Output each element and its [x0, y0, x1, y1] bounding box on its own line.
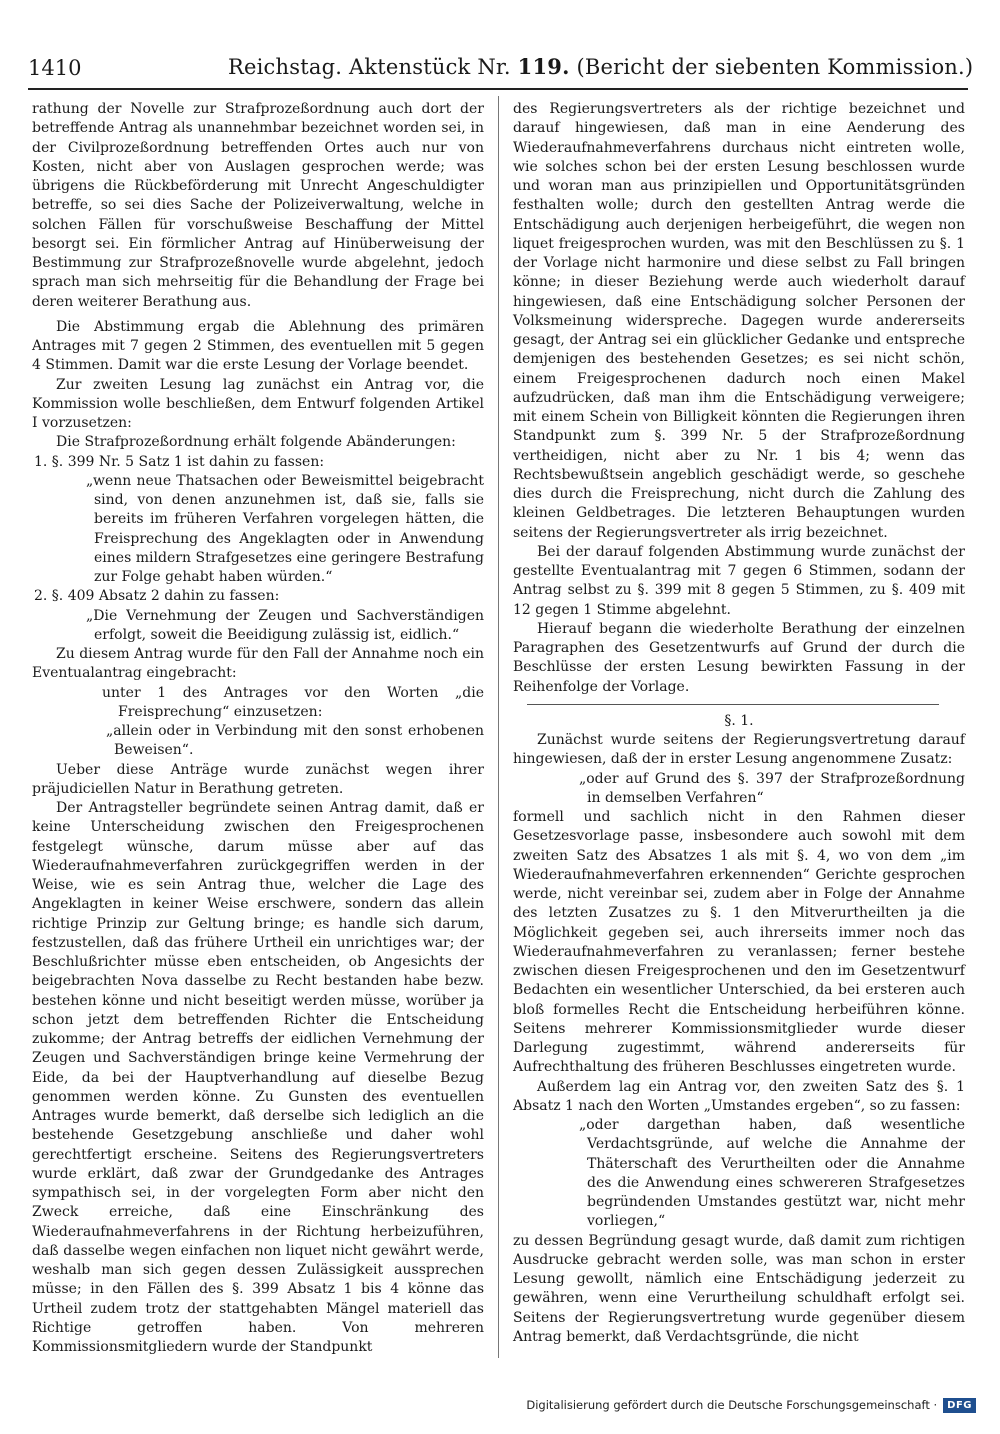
- page-header: [28, 46, 988, 86]
- left-column-paragraph: 2. §. 409 Absatz 2 dahin zu fassen:: [34, 588, 280, 605]
- left-column-paragraph: Der Antragsteller begründete seinen Antrag damit, daß er keine Unterscheidung zwischen den Freigesprochenen festgelegt wünsche, darum müsse aber auf das Wiederaufnahmeverfahren zurückgegriffen werden in der Weise, wie es sein Antrag thue, welcher die Lage des Angeklagten in keiner Weise erschwere, sondern das allein richtige Prinzip zur Geltung bringe; es handle sich darum, festzustellen, daß das frühere Urtheil ein unrichtiges war; der Beschlußrichter müsse eben entscheiden, ob Angesichts der beigebrachten Nova dasselbe zu Recht bestanden habe bezw. bestehen könne und nicht beseitigt werden müsse, worüber ja schon jetzt dem betreffenden Richter die Entscheidung zukomme; der Antrag betreffs der eidlichen Vernehmung der Zeugen und Sachverständigen bringe keine Vermehrung der Eide, da bei der Hauptverhandlung auf dieselbe Bezug genommen werden könne. Zu Gunsten des eventuellen Antrages wurde bemerkt, daß derselbe sich lediglich an die bestehende Gesetzgebung anschließe und daher wohl gerechtfertigt erscheine. Seitens des Regierungsvertreters wurde erklärt, daß zwar der Grundgedanke des Antrages sympathisch sei, in der vorgelegten Form aber nicht den Zweck erreiche, daß eine Einschränkung des Wiederaufnahmeverfahrens in der Richtung herbeizuführen, daß dasselbe wegen einfachen non liquet nicht gewährt werde, weshalb man sich gegen dessen Zulässigkeit aussprechen müsse; in den Fällen des §. 399 Absatz 1 bis 4 könne das Urtheil zudem trotz der stattgehabten Mängel materiell das Richtige getroffen haben. Von mehreren Kommissionsmitgliedern wurde der Standpunkt: [32, 800, 484, 1355]
- left-column-paragraph: Die Abstimmung ergab die Ablehnung des primären Antrages mit 7 gegen 2 Stimmen, des eventuellen mit 5 gegen 4 Stimmen. Damit war die erste Lesung der Vorlage beendet.: [32, 318, 484, 374]
- left-column: [32, 100, 484, 1357]
- left-column-paragraph: „Die Vernehmung der Zeugen und Sachverständigen erfolgt, soweit die Beeidigung zulässig ist, eidlich.“: [86, 607, 484, 643]
- right-column-paragraph: formell und sachlich nicht in den Rahmen dieser Gesetzesvorlage passe, insbesondere auch sowohl mit dem zweiten Satz des Absatzes 1 als mit §. 4, wo von dem „im Wiederaufnahmeverfahren erkennenden“ Gerichte gesprochen werde, nicht vereinbar sei, zudem aber in Folge der Annahme des letzten Zusatzes zu §. 1 den Mitverurtheilten ja die Möglichkeit gegeben sei, auch ihrerseits immer noch das Wiederaufnahmeverfahren zu veranlassen; ferner bestehe zwischen diesen Freigesprochenen und den im Gesetzentwurf Bedachten ein wesentlicher Unterschied, da bei ersteren auch bloß formelles Recht die Entscheidung herbeiführen könne. Seitens mehrerer Kommissionsmitglieder wurde dieser Darlegung zugestimmt, während andererseits für Aufrechthaltung des früheren Beschlusses eingetreten wurde.: [513, 809, 965, 1076]
- right-column-paragraph: §. 1.: [724, 712, 754, 729]
- right-column-paragraph: Bei der darauf folgenden Abstimmung wurde zunächst der gestellte Eventualantrag mit 7 gegen 6 Stimmen, sodann der Antrag selbst zu §. 399 mit 8 gegen 5 Stimmen, zu §. 409 mit 12 gegen 1 Stimme abgelehnt.: [513, 543, 965, 618]
- left-column-paragraph: unter 1 des Antrages vor den Worten „die Freisprechung“ einzusetzen:: [102, 684, 484, 720]
- right-column-paragraph: „oder auf Grund des §. 397 der Strafprozeßordnung in demselben Verfahren“: [579, 770, 965, 806]
- left-column-paragraph: 1. §. 399 Nr. 5 Satz 1 ist dahin zu fassen:: [34, 453, 325, 470]
- dfg-logo: DFG: [943, 1398, 976, 1413]
- left-column-paragraph: Zur zweiten Lesung lag zunächst ein Antrag vor, die Kommission wolle beschließen, dem Entwurf folgenden Artikel I vorzusetzen:: [32, 376, 484, 431]
- right-column-paragraph: zu dessen Begründung gesagt wurde, daß damit zum richtigen Ausdrucke gebracht werden solle, was man schon in erster Lesung gewollt, nämlich eine Entschädigung jederzeit zu gewähren, wenn eine Verurtheilung schuldhaft erfolgt sei. Seitens der Regierungsvertretung wurde gegenüber diesem Antrag bemerkt, daß Verdachtsgründe, die nicht: [513, 1232, 965, 1345]
- right-column-paragraph: „oder dargethan haben, daß wesentliche Verdachtsgründe, auf welche die Annahme der Thäterschaft des Verurtheilten oder die Annahme des die Anwendung eines schwereren Strafgesetzes begründenden Umstandes gestützt war, nicht mehr vorliegen,“: [579, 1117, 965, 1230]
- right-column-paragraph: Zunächst wurde seitens der Regierungsvertretung darauf hingewiesen, daß der in erster Lesung angenommene Zusatz:: [513, 732, 965, 768]
- left-column-paragraph: Die Strafprozeßordnung erhält folgende Abänderungen:: [56, 434, 456, 451]
- running-head-number: 119.: [517, 54, 570, 79]
- right-column-paragraph: Außerdem lag ein Antrag vor, den zweiten Satz des §. 1 Absatz 1 nach den Worten „Umstandes ergeben“, so zu fassen:: [513, 1078, 965, 1114]
- page-number: 1410: [28, 56, 82, 80]
- left-column-paragraph: rathung der Novelle zur Strafprozeßordnung auch dort der betreffende Antrag als unannehmbar bezeichnet worden sei, in der Civilprozeßordnung betreffenden Ortes auch nur von Kosten, nicht aber von Auslagen gesprochen werde; was übrigens die Rückbeförderung mit Unrecht Angeschuldigter betreffe, so sei dies Sache der Polizeiverwaltung, welche in solchen Fällen für vorschußweise Beschaffung der Mittel besorgt sei. Ein förmlicher Antrag auf Hinüberweisung der Bestimmung zur Strafprozeßnovelle wurde abgelehnt, jedoch sprach man sich mehrseitig für die Behandlung der Frage bei deren weiterer Berathung aus.: [32, 101, 484, 310]
- footer-credit: Digitalisierung gefördert durch die Deutsche Forschungsgemeinschaft ·: [526, 1398, 938, 1412]
- running-head-suffix: (Bericht der siebenten Kommission.): [576, 55, 974, 79]
- running-head: [228, 54, 973, 79]
- section-rule: [527, 704, 939, 705]
- right-column: [513, 100, 965, 1347]
- left-column-paragraph: „allein oder in Verbindung mit den sonst erhobenen Beweisen“.: [106, 723, 484, 759]
- right-column-paragraph: des Regierungsvertreters als der richtige bezeichnet und darauf hingewiesen, daß man in eine Aenderung des Wiederaufnahmeverfahrens durchaus nicht eintreten wolle, wie solches schon bei der ersten Lesung beschlossen wurde und woran man aus prinzipiellen und Opportunitätsgründen festhalten wolle; durch den gestellten Antrag werde die Entschädigung auch derjenigen herbeigeführt, die wegen non liquet freigesprochen wurden, was mit den Beschlüssen zu §. 1 der Vorlage nicht harmonire und diese selbst zu Fall bringen könne; in dieser Beziehung werde auch wiederholt darauf hingewiesen, daß eine Entschädigung solcher Personen der Volksmeinung widerspreche. Dagegen wurde andererseits gesagt, der Antrag sei ein glücklicher Gedanke und entspreche demjenigen des bestehenden Gesetzes; es sei nicht schön, einem Freigesprochenen dadurch noch einen Makel aufzudrücken, daß man ihm die Entschädigung verweigere; mit einem Schein von Billigkeit könnten die Regierungen ihren Standpunkt zum §. 399 Nr. 5 der Strafprozeßordnung vertheidigen, nicht aber zu Nr. 1 bis 4; wenn das Rechtsbewußtsein angeblich geschädigt werde, so geschehe dies durch die Freisprechung, nicht durch die Zahlung des kleinen Geldbetrages. Die letzteren Behauptungen wurden seitens der Regierungsvertreter als irrig bezeichnet.: [513, 101, 965, 541]
- left-column-paragraph: Zu diesem Antrag wurde für den Fall der Annahme noch ein Eventualantrag eingebracht:: [32, 646, 484, 682]
- column-divider: [498, 96, 499, 1358]
- right-column-paragraph: Hierauf begann die wiederholte Berathung der einzelnen Paragraphen des Gesetzentwurfs auf Grund der durch die Beschlüsse der ersten Lesung bewirkten Fassung in der Reihenfolge der Vorlage.: [513, 620, 965, 695]
- left-column-paragraph: Ueber diese Anträge wurde zunächst wegen ihrer präjudiciellen Natur in Berathung getreten.: [32, 761, 484, 797]
- header-rule: [28, 88, 968, 90]
- running-head-prefix: Reichstag. Aktenstück Nr.: [228, 55, 511, 79]
- left-column-paragraph: „wenn neue Thatsachen oder Beweismittel beigebracht sind, von denen anzunehmen ist, daß sie, falls sie bereits im früheren Verfahren vorgelegen hätten, die Freisprechung des Angeklagten oder in Anwendung eines mildern Strafgesetzes eine geringere Bestrafung zur Folge gehabt haben würden.“: [86, 472, 484, 585]
- footer: [526, 1392, 976, 1418]
